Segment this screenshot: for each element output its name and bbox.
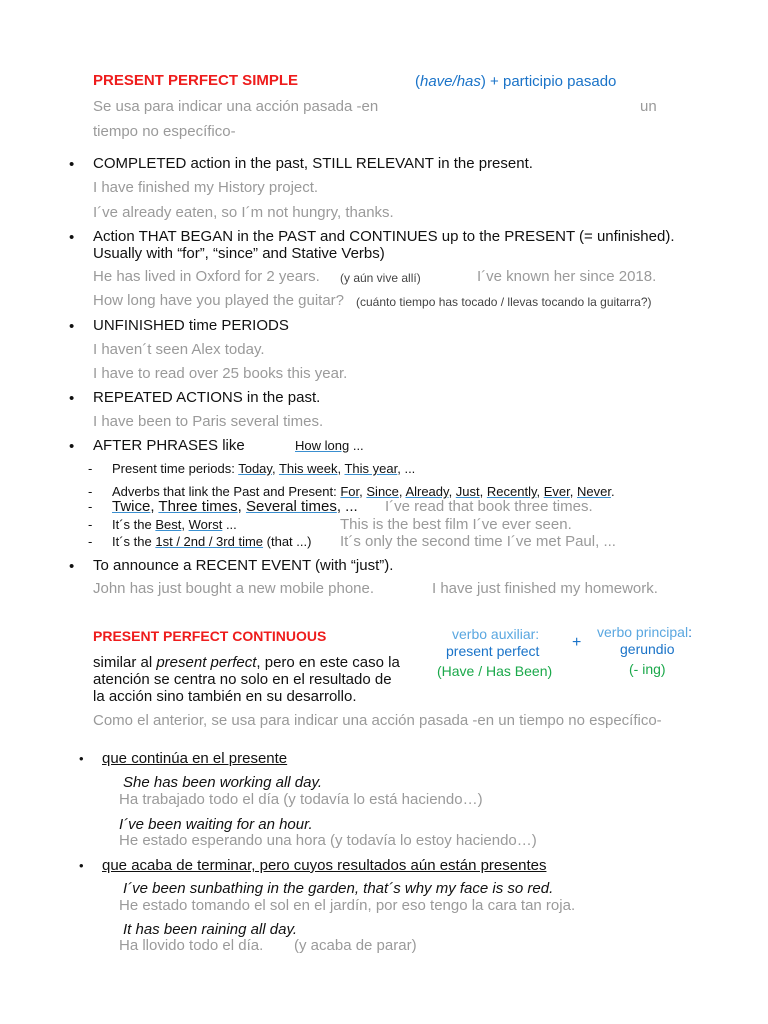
ppc-example: I´ve been waiting for an hour.: [119, 816, 313, 833]
pps-example-note: (y aún vive allí): [340, 271, 421, 285]
ppc-example: She has been working all day.: [123, 774, 323, 791]
ppc-example: It has been raining all day.: [123, 921, 298, 938]
pps-intro-2: tiempo no específico-: [93, 123, 236, 140]
pps-time-periods: Present time periods: Today, This week, This year, ...: [112, 461, 416, 476]
pps-example: How long have you played the guitar?: [93, 292, 345, 309]
dash: -: [88, 517, 93, 532]
dash: -: [88, 461, 93, 476]
ppc-main-form: (- ing): [629, 661, 666, 677]
pps-intro-un: un: [640, 98, 657, 115]
bullet: •: [69, 390, 75, 407]
pps-ordinals: It´s the 1st / 2nd / 3rd time (that ...): [112, 534, 312, 549]
ppc-use-continues: que continúa en el presente: [102, 750, 288, 767]
pps-adverbs: Adverbs that link the Past and Present: For, Since, Already, Just, Recently, Ever, Never.: [112, 484, 615, 499]
bullet: •: [69, 229, 75, 246]
pps-title: PRESENT PERFECT SIMPLE: [93, 72, 299, 89]
pps-example: It´s only the second time I´ve met Paul, ...: [340, 533, 616, 550]
ppc-use-just-finished: que acaba de terminar, pero cuyos resultados aún están presentes: [102, 857, 547, 874]
pps-example: I haven´t seen Alex today.: [93, 341, 265, 358]
pps-use-after-phrases: AFTER PHRASES like: [93, 437, 245, 454]
pps-example: I have finished my History project.: [93, 179, 319, 196]
pps-use-unfinished-action-2: Usually with “for”, “since” and Stative Verbs): [93, 245, 385, 262]
pps-example: I have to read over 25 books this year.: [93, 365, 348, 382]
pps-example: He has lived in Oxford for 2 years.: [93, 268, 320, 285]
pps-frequency-phrases: Twice, Three times, Several times, ...: [112, 498, 358, 515]
ppc-translation: He estado tomando el sol en el jardín, por eso tengo la cara tan roja.: [119, 897, 576, 914]
plus-sign: +: [572, 634, 582, 651]
pps-example: I have just finished my homework.: [432, 580, 658, 597]
pps-use-recent-event: To announce a RECENT EVENT (with “just”).: [93, 557, 394, 574]
dash: -: [88, 534, 93, 549]
ppc-desc-3: la acción sino también en su desarrollo.: [93, 688, 357, 705]
bullet: •: [79, 858, 84, 873]
pps-intro-1: Se usa para indicar una acción pasada -en: [93, 98, 379, 115]
pps-example-note: (cuánto tiempo has tocado / llevas tocando la guitarra?): [356, 295, 652, 309]
ppc-example: I´ve been sunbathing in the garden, that´s why my face is so red.: [123, 880, 554, 897]
dash: -: [88, 484, 93, 499]
ppc-translation: Ha trabajado todo el día (y todavía lo está haciendo…): [119, 791, 483, 808]
pps-example: I have been to Paris several times.: [93, 413, 324, 430]
pps-example: I´ve known her since 2018.: [477, 268, 657, 285]
ppc-as-before: Como el anterior, se usa para indicar una acción pasada -en un tiempo no específico-: [93, 712, 662, 729]
bullet: •: [69, 558, 75, 575]
ppc-translation: Ha llovido todo el día.: [119, 937, 264, 954]
pps-example: I´ve read that book three times.: [385, 498, 593, 515]
bullet: •: [69, 438, 75, 455]
ppc-main-label: verbo principal:: [597, 624, 692, 640]
ppc-desc-1: similar al present perfect, pero en este caso la: [93, 654, 400, 671]
ppc-main-value: gerundio: [620, 641, 675, 657]
pps-use-unfinished-action: Action THAT BEGAN in the PAST and CONTINUES up to the PRESENT (= unfinished).: [93, 228, 675, 245]
ppc-aux-value: present perfect: [446, 643, 540, 659]
pps-superlatives: It´s the Best, Worst ...: [112, 517, 237, 532]
ppc-translation-note: (y acaba de parar): [294, 937, 417, 954]
ppc-aux-form: (Have / Has Been): [437, 663, 553, 679]
dash: -: [88, 499, 93, 514]
pps-formula: (have/has) + participio pasado: [415, 73, 617, 90]
pps-use-repeated: REPEATED ACTIONS in the past.: [93, 389, 321, 406]
bullet: •: [69, 318, 75, 335]
pps-example: This is the best film I´ve ever seen.: [340, 516, 572, 533]
pps-use-unfinished-periods: UNFINISHED time PERIODS: [93, 317, 289, 334]
ppc-title: PRESENT PERFECT CONTINUOUS: [93, 628, 327, 644]
bullet: •: [69, 156, 75, 173]
ppc-translation: He estado esperando una hora (y todavía lo estoy haciendo…): [119, 832, 537, 849]
bullet: •: [79, 751, 84, 766]
ppc-desc-2: atención se centra no solo en el resultado de: [93, 671, 392, 688]
pps-use-completed: COMPLETED action in the past, STILL RELEVANT in the present.: [93, 155, 533, 172]
pps-example: I´ve already eaten, so I´m not hungry, thanks.: [93, 204, 394, 221]
ppc-aux-label: verbo auxiliar:: [452, 626, 540, 642]
pps-after-phrases-example: How long ...: [295, 438, 364, 453]
pps-example: John has just bought a new mobile phone.: [93, 580, 375, 597]
